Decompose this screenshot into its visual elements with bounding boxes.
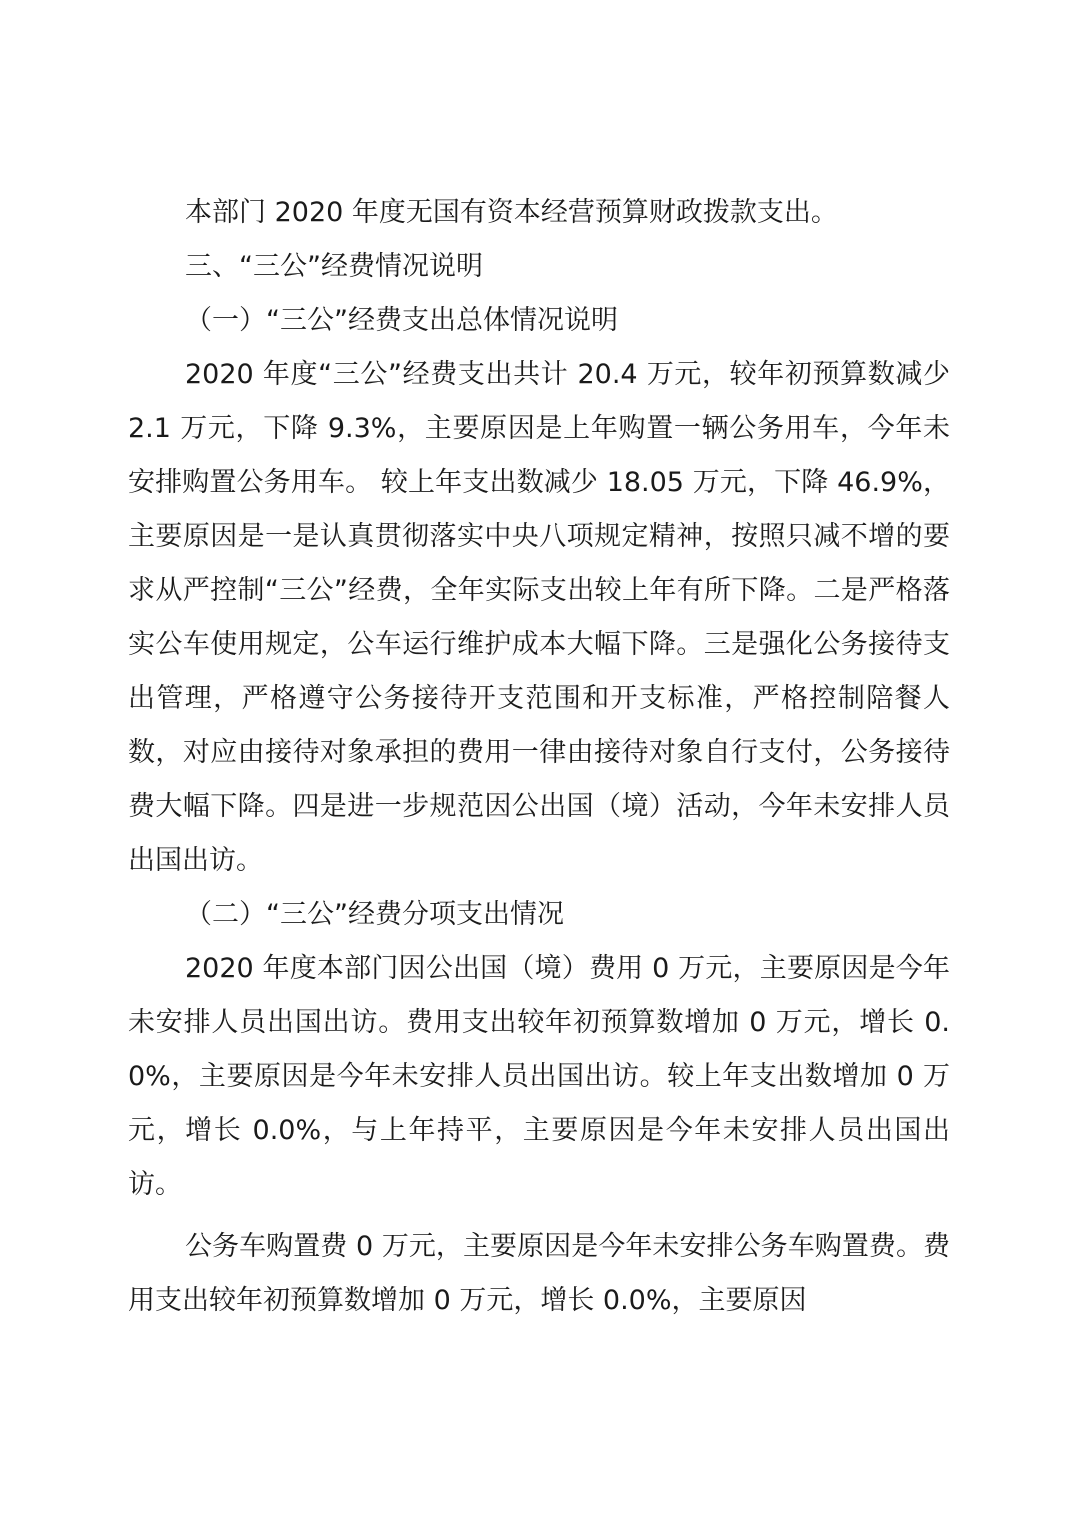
document-body xyxy=(128,186,950,1328)
paragraph-overseas-travel: 2020 年度本部门因公出国（境）费用 0 万元，主要原因是今年未安排人员出国出访。费用支出较年初预算数增加 0 万元，增长 0.0%，主要原因是今年未安排人员出国出访。较上年支出数增加 0 万元，增长 0.0%，与上年持平，主要原因是今年未安排人员出国出访。 xyxy=(128,953,950,1200)
paragraph-vehicle-purchase: 公务车购置费 0 万元，主要原因是今年未安排公务车购置费。费用支出较年初预算数增加 0 万元，增长 0.0%，主要原因 xyxy=(128,1231,950,1316)
section-heading-three-public-expenses: 三、“三公”经费情况说明 xyxy=(185,251,483,282)
paragraph-overall-expenses: 2020 年度“三公”经费支出共计 20.4 万元，较年初预算数减少 2.1 万元，下降 9.3%，主要原因是上年购置一辆公务用车，今年未安排购置公务用车。 较上年支出数减少 18.05 万元，下降 46.9%，主要原因是一是认真贯彻落实中央八项规定精神，按照只减不增的要求从严控制“三公”经费，全年实际支出较上年有所下降。二是严格落实公车使用规定，公车运行维护成本大幅下降。三是强化公务接待支出管理，严格遵守公务接待开支范围和开支标准，严格控制陪餐人数，对应由接待对象承担的费用一律由接待对象自行支付，公务接待费大幅下降。四是进一步规范因公出国（境）活动，今年未安排人员出国出访。 xyxy=(128,359,950,876)
paragraph-no-state-capital-budget: 本部门 2020 年度无国有资本经营预算财政拨款支出。 xyxy=(185,197,838,228)
subsection-heading-itemized: （二）“三公”经费分项支出情况 xyxy=(185,899,564,930)
subsection-heading-overall: （一）“三公”经费支出总体情况说明 xyxy=(185,305,618,336)
